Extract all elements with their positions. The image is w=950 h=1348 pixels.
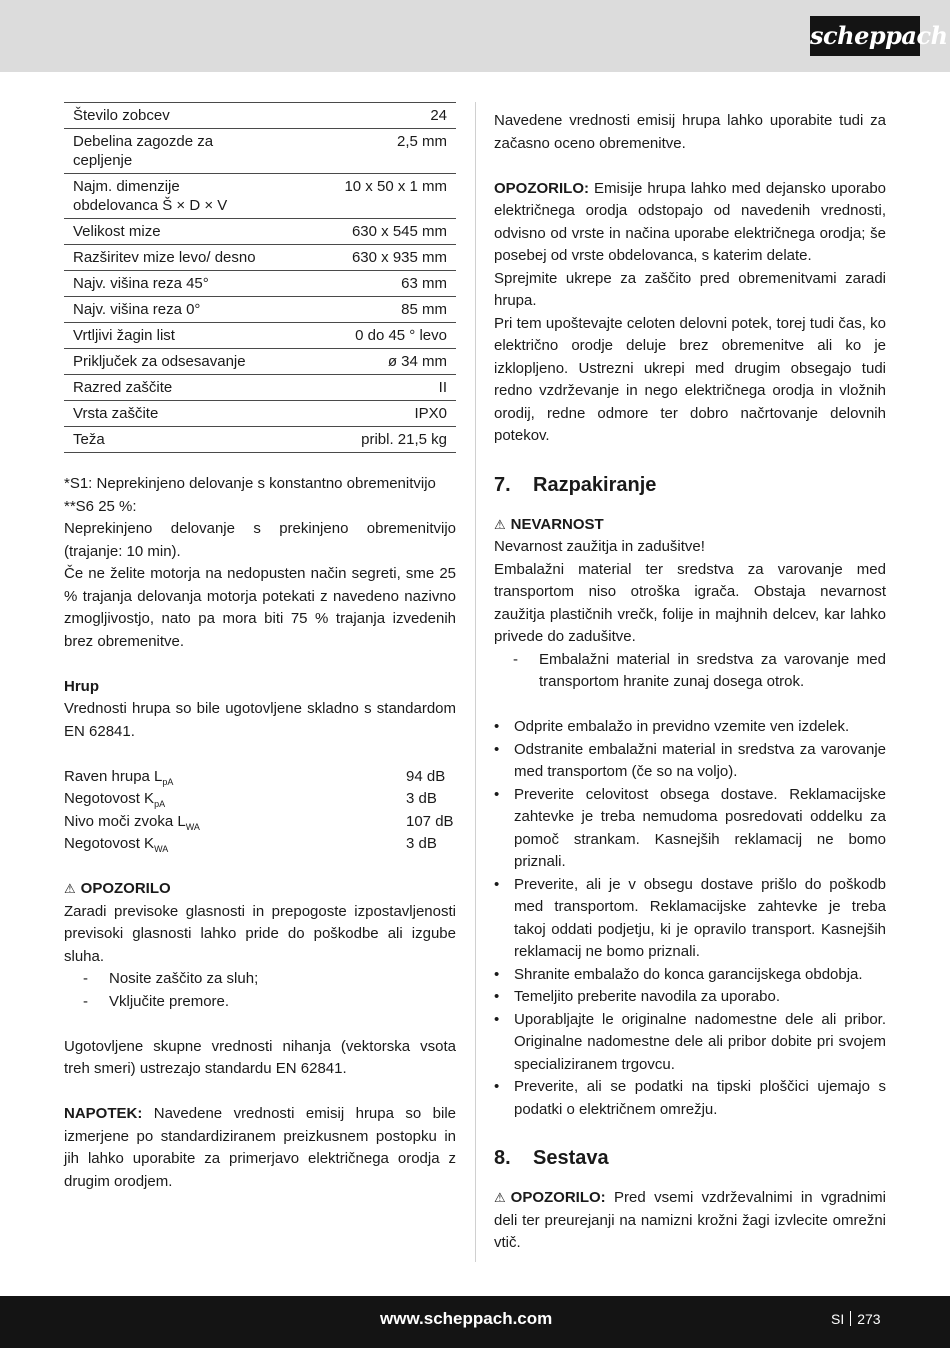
s6-title: **S6 25 %: (64, 497, 137, 515)
note-label: NAPOTEK: (64, 1105, 143, 1122)
spec-label: Razširitev mize levo/ desno (64, 245, 267, 271)
warning-text: Zaradi previsoke glasnosti in prepogoste izpostavljenosti previsoki glasnosti lahko pride do poškodbe ali izgube sluha. (64, 902, 456, 965)
noise-label (64, 833, 406, 856)
spec-value: 630 x 935 mm (267, 245, 456, 271)
section-7-number: 7. (494, 473, 511, 496)
table-row (64, 323, 456, 349)
danger-line: Nevarnost zaužitja in zadušitve! (494, 538, 705, 555)
spec-value: 24 (267, 103, 456, 129)
unpacking-list (494, 716, 886, 1121)
column-divider (475, 102, 476, 1262)
spec-value: 63 mm (267, 271, 456, 297)
spec-value: 2,5 mm (267, 129, 456, 174)
spec-label: Število zobcev (64, 103, 267, 129)
warning-title: OPOZORILO (80, 880, 171, 897)
section-7-title: Razpakiranje (533, 473, 657, 496)
danger-title: NEVARNOST (510, 515, 604, 533)
final-warning-text: Pred vsemi vzdrževalnimi in vgradnimi deli ter preurejanji na namizni krožni žagi izvlecite omrežni vtič. (494, 1189, 886, 1251)
table-row (64, 103, 456, 129)
noise-subscript: pA (162, 776, 174, 787)
spec-value: II (267, 375, 456, 401)
warning-icon: ⚠ (64, 881, 76, 896)
spec-value: pribl. 21,5 kg (267, 427, 456, 453)
spec-value: ø 34 mm (267, 349, 456, 375)
list-item: • Odstranite embalažni material in sredstva za varovanje med transportom (če so na voljo). (494, 739, 886, 784)
spec-label: Velikost mize (64, 219, 267, 245)
table-row (64, 375, 456, 401)
list-item: • Odprite embalažo in previdno vzemite ven izdelek. (494, 716, 886, 739)
spec-value: 10 x 50 x 1 mm (267, 174, 456, 219)
noise-value: 3 dB (406, 790, 437, 807)
noise-row (64, 766, 456, 789)
noise-value: 107 dB (406, 812, 454, 830)
section-8-title: Sestava (533, 1147, 609, 1169)
warning-icon: ⚠ (494, 516, 506, 532)
noise-row (64, 788, 456, 811)
noise-value: 3 dB (406, 835, 437, 852)
final-warning-label: OPOZORILO: (510, 1189, 606, 1206)
table-row (64, 427, 456, 453)
spec-label: Vrsta zaščite (64, 401, 267, 427)
spec-label: Najv. višina reza 45° (64, 271, 267, 297)
spec-label: Vrtljivi žagin list (64, 323, 267, 349)
table-row (64, 219, 456, 245)
separator (850, 1311, 851, 1326)
section-8-heading (494, 1143, 886, 1173)
page-number (831, 1311, 881, 1327)
page-num: 273 (857, 1311, 881, 1327)
header-band (0, 0, 950, 72)
noise-name: Raven hrupa L (64, 767, 163, 785)
list-item: • Temeljito preberite navodila za uporabo. (494, 986, 886, 1009)
specs-table (64, 102, 456, 453)
spec-label: Priključek za odsesavanje (64, 349, 267, 375)
list-item: - Vključite premore. (64, 991, 456, 1014)
spec-value: 0 do 45 ° levo (267, 323, 456, 349)
noise-name: Negotovost K (64, 790, 155, 807)
consider-text: Pri tem upoštevajte celoten delovni potek, torej tudi čas, ko električno orodje deluje brez obremenitve ali ko je izklopljeno. Ustrezni ukrepi med drugim obsegajo tudi redno vzdrževanje in nego električnega orodja in vložnih orodij, redne odmore ter dobro načrtovanje delovnih potekov. (494, 314, 886, 444)
intro-text: Navedene vrednosti emisij hrupa lahko uporabite tudi za začasno oceno obremenitve. (494, 112, 886, 152)
table-row (64, 349, 456, 375)
vibration-text: Ugotovljene skupne vrednosti nihanja (vektorska vsota treh smeri) ustrezajo standardu EN 62841. (64, 1037, 456, 1077)
table-row (64, 271, 456, 297)
warning-icon: ⚠ (494, 1190, 506, 1205)
warning-list (64, 968, 456, 1013)
spec-value: IPX0 (267, 401, 456, 427)
table-row (64, 401, 456, 427)
danger-list (494, 649, 886, 694)
danger-heading (494, 514, 886, 537)
noise-name: Nivo moči zvoka L (64, 812, 186, 830)
emission-warning-text: Emisije hrupa lahko med dejansko uporabo električnega orodja odstopajo od navedenih vrednosti, odvisno od vrste in načina uporabe električnega orodja; še posebej od vrste obdelovanca, s katerim delate. (494, 179, 886, 264)
note-paragraph (64, 1103, 456, 1193)
measures-text: Sprejmite ukrepe za zaščito pred obremenitvami zaradi hrupa. (494, 269, 886, 309)
noise-label (64, 766, 406, 789)
list-item: • Preverite celovitost obsega dostave. Reklamacijske zahtevke je treba nemudoma posredovati oddelku za pomoč strankam. Kasnejših reklamacij ne bomo priznali. (494, 784, 886, 874)
noise-intro: Vrednosti hrupa so bile ugotovljene skladno s standardom EN 62841. (64, 700, 456, 740)
noise-name: Negotovost K (64, 835, 155, 852)
table-row (64, 245, 456, 271)
spec-value: 85 mm (267, 297, 456, 323)
noise-subscript: pA (154, 799, 166, 809)
list-item: • Preverite, ali se podatki na tipski ploščici ujemajo s podatki o električnem omrežju. (494, 1076, 886, 1121)
noise-subscript: WA (154, 844, 169, 854)
noise-label (64, 811, 406, 834)
noise-label (64, 788, 406, 811)
spec-label: Razred zaščite (64, 375, 267, 401)
emission-warning-label: OPOZORILO: (494, 179, 589, 197)
section-8-number: 8. (494, 1147, 511, 1169)
motor-text: Če ne želite motorja na nedopusten način segreti, sme 25 % trajanja delovanja motorja potekati z navedeno nazivno zmogljivostjo, nato pa mora biti 75 % trajanja izvedenih brez obremenitve. (64, 565, 456, 650)
warning-heading (64, 878, 456, 901)
language-code: SI (831, 1311, 845, 1327)
final-warning (494, 1187, 886, 1255)
list-item: - Embalažni material in sredstva za varovanje med transportom hranite zunaj dosega otrok. (494, 649, 886, 694)
spec-label: Najm. dimenzije obdelovanca Š × D × V (64, 174, 267, 219)
left-column (64, 102, 456, 1193)
noise-table (64, 766, 456, 856)
section-7-heading (494, 470, 886, 500)
noise-row (64, 833, 456, 856)
list-item: • Uporabljajte le originalne nadomestne dele ali pribor. Originalne nadomestne dele ali pribor dobite pri svojem specializiranem trgovcu. (494, 1009, 886, 1077)
footer-url[interactable]: www.scheppach.com (380, 1309, 553, 1328)
danger-text: Embalažni material ter sredstva za varovanje med transportom niso otroška igrača. Obstaja nevarnost zaužitja plastičnih vrečk, folije in majhnih delcev, kar lahko privede do zadušitve. (494, 560, 886, 645)
noise-subscript: WA (185, 821, 200, 832)
right-column (494, 110, 886, 1255)
list-item: • Shranite embalažo do konca garancijskega obdobja. (494, 964, 886, 987)
list-item: - Nosite zaščito za sluh; (64, 968, 456, 991)
table-row (64, 174, 456, 219)
noise-heading: Hrup (64, 677, 99, 695)
s6-text: Neprekinjeno delovanje s prekinjeno obremenitvijo (trajanje: 10 min). (64, 520, 456, 560)
list-item: • Preverite, ali je v obsegu dostave prišlo do poškodb med transportom. Reklamacijske zahtevke je treba takoj oddati podjetju, ki je opravilo transport. Kasnejših reklamacij ne bomo priznali. (494, 874, 886, 964)
spec-label: Teža (64, 427, 267, 453)
noise-value: 94 dB (406, 767, 446, 785)
note-text: Navedene vrednosti emisij hrupa so bile izmerjene po standardiziranem preizkusnem postopku in jih lahko uporabite za primerjavo električnega orodja z drugim orodjem. (64, 1105, 456, 1190)
table-row (64, 297, 456, 323)
emission-warning (494, 178, 886, 268)
noise-row (64, 811, 456, 834)
s1-note: *S1: Neprekinjeno delovanje s konstantno obremenitvijo (64, 475, 436, 492)
spec-label: Najv. višina reza 0° (64, 297, 267, 323)
spec-label: Debelina zagozde za cepljenje (64, 129, 267, 174)
spec-value: 630 x 545 mm (267, 219, 456, 245)
scheppach-logo: scheppach (810, 16, 920, 56)
table-row (64, 129, 456, 174)
